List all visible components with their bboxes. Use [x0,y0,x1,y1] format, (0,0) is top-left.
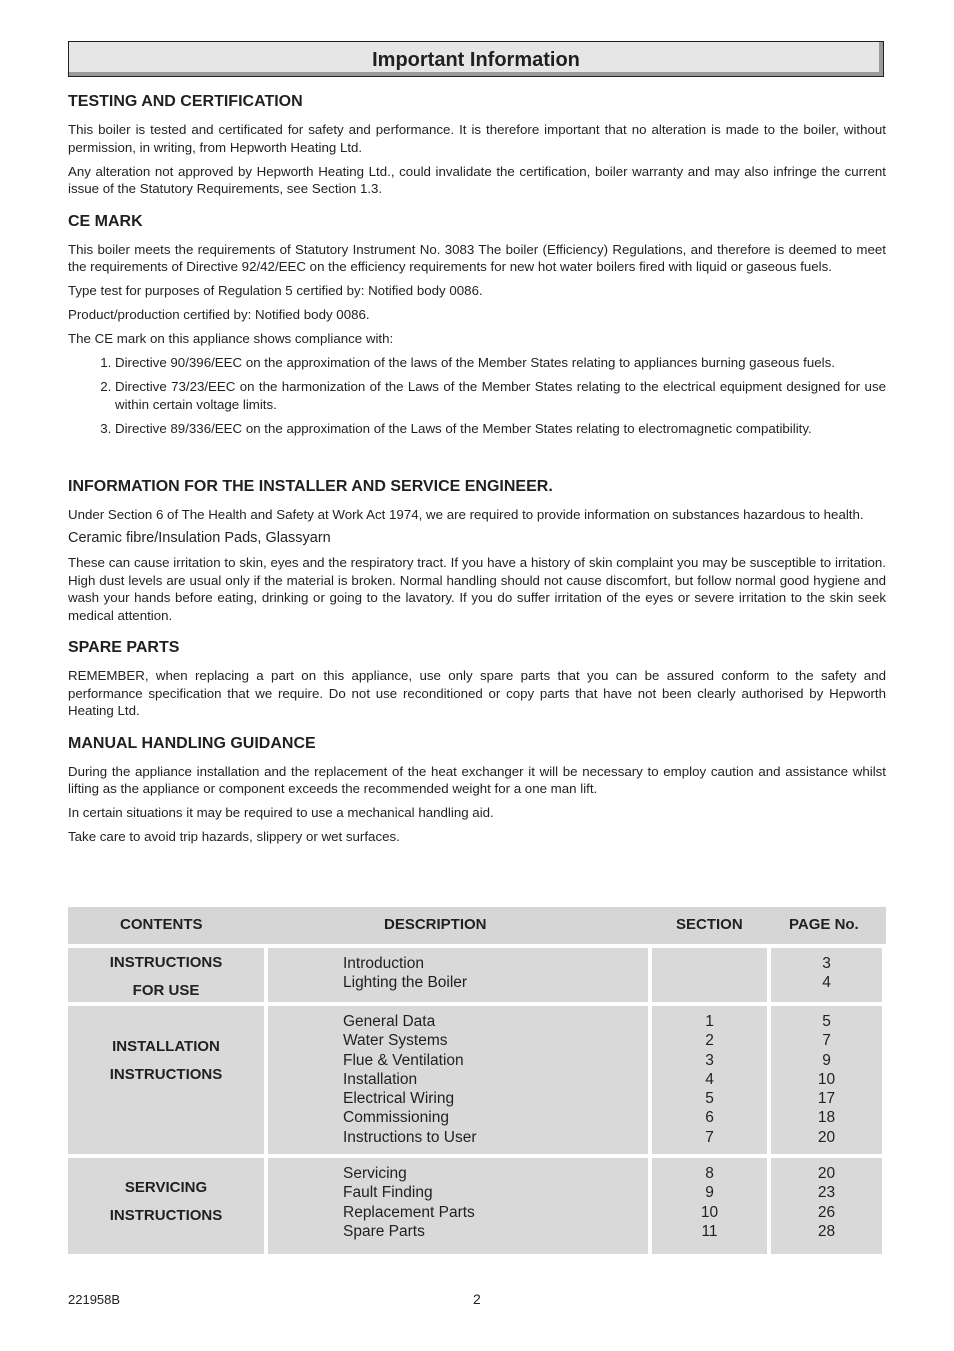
page-number: 2 [473,1291,481,1307]
spare-parts-section [68,638,886,720]
contents-table [68,907,886,1254]
table-row [68,1006,886,1154]
ce-directive-list [68,354,886,437]
header-page: PAGE No. [789,916,859,933]
ce-section [68,212,886,438]
toc-page: 18 [817,1109,836,1127]
toc-description: Installation [343,1070,418,1088]
toc-section: 3 [705,1051,714,1069]
toc-description: Flue & Ventilation [343,1051,464,1069]
section-cell [652,948,767,1002]
contents-table-header [68,907,886,944]
document-code: 221958B [68,1292,121,1307]
installer-subheading: Ceramic fibre/Insulation Pads, Glassyarn [68,530,331,546]
ce-paragraph-1: This boiler meets the requirements of Statutory Instrument No. 3083 The boiler (Efficiency) Regulations, and therefore is deemed to meet the requirements of Directive 92/42/EEC on the efficiency requirements for new hot water boilers fired with liquid or gaseous fuels. [68,241,886,274]
list-item: 2. Directive 73/23/EEC on the harmonization of the Laws of the Member States relating to the electrical equipment designed for use within certain voltage limits. [115,378,886,413]
toc-page: 5 [822,1013,831,1030]
installer-paragraph-3: These can cause irritation to skin, eyes and the respiratory tract. If you have a history of skin complaint you may be susceptible to irritation. High dust levels are usual only if the material is broken. Normal handling should not cause discomfort, but follow normal good hygiene and wash your hands before eating, drinking or going to the lavatory. If you do suffer irritation of the eyes or severe irritation to the skin seek medical attention. [68,555,886,623]
header-section: SECTION [676,916,743,933]
group-label: FOR USE [132,982,200,999]
page-cell [771,1158,882,1254]
table-row [68,1158,886,1254]
installer-paragraph-1: Under Section 6 of The Health and Safety at Work Act 1974, we are required to provide information on substances hazardous to health. [68,507,864,522]
toc-page: 20 [817,1165,836,1182]
toc-section: 9 [705,1184,714,1202]
description-cell [268,1006,648,1154]
group-label: INSTRUCTIONS [109,954,223,971]
group-label: SERVICING [124,1179,208,1196]
title-banner [68,41,884,77]
testing-paragraph-1: This boiler is tested and certificated for safety and performance. It is therefore important that no alteration is made to the boiler, without permission, in writing, from Hepworth Heating Ltd. [68,122,886,155]
manual-handling-paragraph-3: Take care to avoid trip hazards, slippery or wet surfaces. [68,829,400,844]
toc-section: 11 [701,1222,718,1240]
toc-section: 2 [705,1032,714,1050]
installer-section [68,477,886,624]
toc-description: Introduction [343,955,424,972]
page-title: Important Information [372,49,580,71]
toc-page: 28 [817,1222,836,1240]
ce-heading: CE MARK [68,212,143,230]
toc-description: General Data [343,1013,436,1030]
spare-parts-paragraph: REMEMBER, when replacing a part on this appliance, use only spare parts that you can be assured conform to the safety and performance specification that we require. Do not use reconditioned or copy parts that have not been clearly authorised by Hepworth Heating Ltd. [68,668,886,718]
toc-section: 6 [705,1109,714,1127]
manual-handling-section [68,734,886,846]
group-label: INSTRUCTIONS [109,1066,223,1083]
toc-section: 5 [705,1090,714,1108]
ce-paragraph-3: Product/production certified by: Notified body 0086. [68,307,370,322]
group-label: INSTALLATION [112,1038,220,1055]
description-cell [268,948,648,1002]
toc-page: 17 [817,1090,836,1108]
toc-description: Instructions to User [343,1128,477,1146]
toc-section: 10 [700,1203,719,1221]
toc-section: 8 [705,1165,714,1182]
ce-paragraph-2: Type test for purposes of Regulation 5 certified by: Notified body 0086. [68,283,483,298]
toc-description: Commissioning [343,1109,449,1127]
testing-paragraph-2: Any alteration not approved by Hepworth Heating Ltd., could invalidate the certification, boiler warranty and may also infringe the current issue of the Statutory Requirements, see Section 1.3. [68,163,886,196]
toc-page: 10 [817,1070,836,1088]
toc-page: 9 [822,1051,831,1069]
manual-handling-heading: MANUAL HANDLING GUIDANCE [68,734,316,752]
testing-section [68,92,886,198]
toc-page: 7 [822,1032,831,1050]
toc-section: 7 [705,1128,714,1146]
list-item: 3. Directive 89/336/EEC on the approximation of the Laws of the Member States relating to electromagnetic compatibility. [115,420,886,438]
spare-parts-heading: SPARE PARTS [68,639,180,656]
testing-heading: TESTING AND CERTIFICATION [68,93,303,110]
toc-description: Servicing [343,1165,407,1182]
group-label-cell [68,1006,264,1154]
description-cell [268,1158,648,1254]
toc-section: 1 [705,1013,714,1030]
list-item: 1. Directive 90/396/EEC on the approximation of the laws of the Member States relating to appliances burning gaseous fuels. [115,354,886,372]
group-label-cell [68,948,264,1002]
section-cell [652,1006,767,1154]
toc-page: 23 [817,1184,836,1202]
toc-page: 3 [822,955,831,972]
toc-description: Replacement Parts [343,1203,475,1221]
toc-page: 4 [822,974,831,992]
ce-paragraph-4: The CE mark on this appliance shows compliance with: [68,331,394,346]
main-content [68,92,886,860]
toc-description: Spare Parts [343,1222,425,1240]
toc-page: 20 [817,1128,836,1146]
manual-handling-paragraph-2: In certain situations it may be required to use a mechanical handling aid. [68,805,494,820]
toc-description: Water Systems [343,1032,448,1050]
toc-page: 26 [817,1203,836,1221]
group-label-cell [68,1158,264,1254]
manual-handling-paragraph-1: During the appliance installation and the replacement of the heat exchanger it will be necessary to employ caution and assistance whilst lifting as the appliance or component exceeds the recommended weight for a one man lift. [68,763,886,796]
installer-heading: INFORMATION FOR THE INSTALLER AND SERVICE ENGINEER. [68,478,553,495]
table-row [68,948,886,1002]
page-cell [771,1006,882,1154]
header-contents: CONTENTS [120,916,203,933]
toc-description: Fault Finding [343,1184,433,1202]
header-description: DESCRIPTION [384,916,487,933]
toc-description: Electrical Wiring [343,1090,455,1108]
toc-section: 4 [705,1070,714,1088]
toc-description: Lighting the Boiler [343,974,468,992]
group-label: INSTRUCTIONS [109,1207,223,1224]
section-cell [652,1158,767,1254]
page-cell [771,948,882,1002]
